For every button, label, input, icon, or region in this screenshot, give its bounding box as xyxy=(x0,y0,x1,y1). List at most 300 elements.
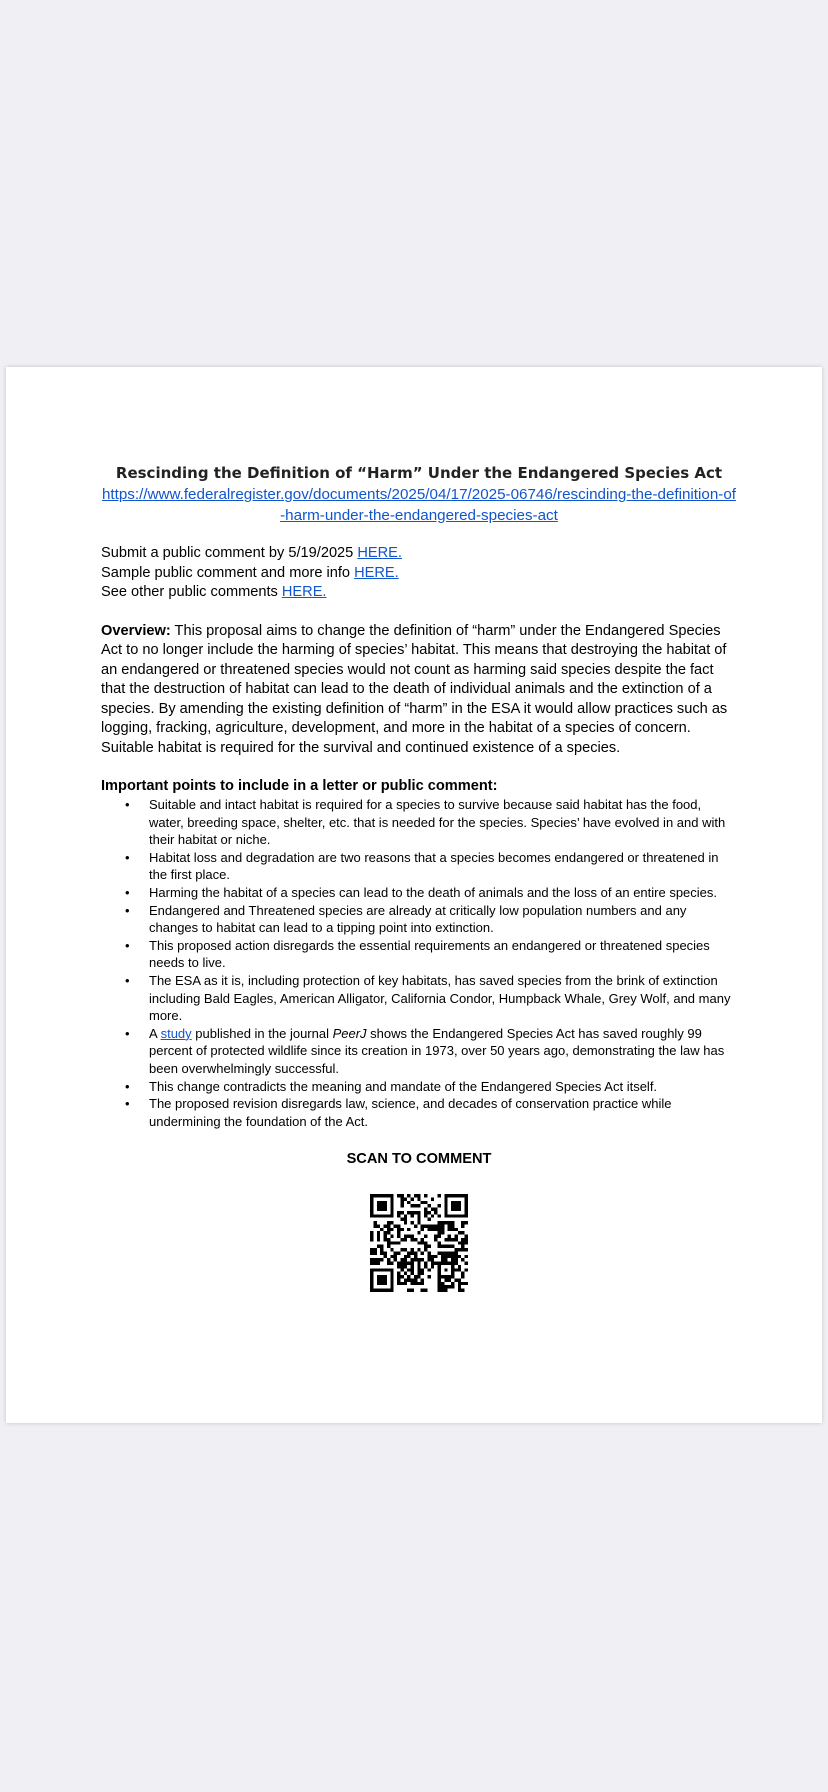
qr-module xyxy=(448,1262,451,1265)
qr-module xyxy=(390,1228,393,1231)
sample-comment-text: Sample public comment and more info xyxy=(101,564,355,581)
qr-module xyxy=(461,1238,464,1241)
qr-module xyxy=(397,1194,400,1197)
qr-module xyxy=(417,1211,420,1214)
qr-module xyxy=(370,1235,373,1238)
qr-module xyxy=(461,1272,464,1275)
qr-module xyxy=(390,1204,393,1207)
qr-module xyxy=(465,1248,468,1251)
qr-module xyxy=(458,1248,461,1251)
qr-module xyxy=(448,1221,451,1224)
qr-module xyxy=(465,1201,468,1204)
bullet-icon: • xyxy=(125,902,130,918)
document-page xyxy=(6,367,822,1423)
qr-module xyxy=(377,1275,380,1278)
qr-module xyxy=(465,1262,468,1265)
qr-module xyxy=(397,1272,400,1275)
qr-module xyxy=(427,1255,430,1258)
qr-module xyxy=(411,1282,414,1285)
qr-module xyxy=(384,1204,387,1207)
qr-module xyxy=(380,1228,383,1231)
qr-module xyxy=(451,1204,454,1207)
bullet-icon: • xyxy=(125,937,130,953)
qr-module xyxy=(438,1275,441,1278)
submit-links xyxy=(101,544,737,603)
qr-module xyxy=(441,1262,444,1265)
qr-module xyxy=(390,1248,393,1251)
qr-module xyxy=(370,1238,373,1241)
qr-module xyxy=(377,1258,380,1261)
qr-module xyxy=(400,1204,403,1207)
qr-module xyxy=(377,1225,380,1228)
qr-module xyxy=(373,1269,376,1272)
qr-module xyxy=(434,1262,437,1265)
qr-module xyxy=(417,1262,420,1265)
qr-module xyxy=(384,1215,387,1218)
qr-module xyxy=(384,1194,387,1197)
qr-module xyxy=(424,1248,427,1251)
qr-module xyxy=(424,1225,427,1228)
qr-module xyxy=(380,1275,383,1278)
qr-module xyxy=(377,1245,380,1248)
qr-module xyxy=(373,1194,376,1197)
qr-module xyxy=(377,1201,380,1204)
qr-module xyxy=(373,1221,376,1224)
qr-module xyxy=(411,1269,414,1272)
qr-module xyxy=(387,1215,390,1218)
qr-module xyxy=(384,1289,387,1292)
qr-module xyxy=(434,1225,437,1228)
qr-module xyxy=(427,1269,430,1272)
qr-module xyxy=(431,1262,434,1265)
qr-module xyxy=(421,1272,424,1275)
qr-module xyxy=(390,1208,393,1211)
qr-module xyxy=(407,1269,410,1272)
qr-module xyxy=(380,1258,383,1261)
qr-module xyxy=(441,1221,444,1224)
qr-module xyxy=(417,1282,420,1285)
qr-module xyxy=(438,1262,441,1265)
qr-module xyxy=(390,1269,393,1272)
bullet-icon: • xyxy=(125,797,130,812)
list-item: • Endangered and Threatened species are already at critically low population numbers and any changes to habitat can lead to a tipping point into extinction. xyxy=(125,902,687,936)
qr-module xyxy=(444,1194,447,1197)
qr-module xyxy=(458,1208,461,1211)
qr-module xyxy=(438,1269,441,1272)
qr-module xyxy=(390,1262,393,1265)
qr-module xyxy=(411,1258,414,1261)
qr-module xyxy=(397,1275,400,1278)
qr-module xyxy=(370,1204,373,1207)
qr-module xyxy=(384,1235,387,1238)
qr-module xyxy=(438,1245,441,1248)
qr-module xyxy=(421,1282,424,1285)
qr-module xyxy=(441,1289,444,1292)
qr-module xyxy=(465,1208,468,1211)
qr-module xyxy=(417,1198,420,1201)
qr-module xyxy=(377,1231,380,1234)
sample-comment-link[interactable]: HERE. xyxy=(354,564,399,581)
qr-module xyxy=(448,1225,451,1228)
qr-module xyxy=(444,1201,447,1204)
qr-module xyxy=(444,1275,447,1278)
qr-module xyxy=(414,1282,417,1285)
qr-module xyxy=(438,1215,441,1218)
qr-module xyxy=(397,1252,400,1255)
other-comments-text: See other public comments xyxy=(101,584,282,600)
qr-module xyxy=(384,1255,387,1258)
qr-module xyxy=(444,1221,447,1224)
qr-module xyxy=(397,1211,400,1214)
qr-module xyxy=(451,1228,454,1231)
qr-module xyxy=(427,1252,430,1255)
document-content xyxy=(101,462,737,1292)
qr-module xyxy=(458,1255,461,1258)
qr-module xyxy=(417,1215,420,1218)
qr-module xyxy=(465,1242,468,1245)
qr-module xyxy=(387,1231,390,1234)
qr-module xyxy=(387,1262,390,1265)
qr-module xyxy=(434,1238,437,1241)
qr-module xyxy=(384,1225,387,1228)
federal-register-link[interactable]: https://www.federalregister.gov/documents/2025/04/17/2025-06746/rescinding-the-definition-of-harm-under-the-endangered-species-act xyxy=(101,486,737,524)
qr-module xyxy=(441,1275,444,1278)
qr-module xyxy=(411,1262,414,1265)
qr-module xyxy=(465,1255,468,1258)
qr-module xyxy=(421,1252,424,1255)
qr-module xyxy=(397,1242,400,1245)
overview-text: This proposal aims to change the definition of “harm” under the Endangered Species Act to no longer include the harming of species’ habitat. This means that destroying the habitat of an endangered or threatened species would not count as harming said species despite the fact that the destruction of habitat can lead to the death of individual animals and the extinction of a species. By amending the existing definition of “harm” in the ESA it would allow practices such as logging, fracking, agriculture, development, and more in the habitat of a species of concern. Suitable habitat is required for the survival and continued existence of a species. xyxy=(101,622,728,756)
qr-module xyxy=(400,1262,403,1265)
qr-module xyxy=(444,1258,447,1261)
qr-module xyxy=(458,1242,461,1245)
qr-module xyxy=(407,1262,410,1265)
qr-module xyxy=(370,1211,373,1214)
qr-module xyxy=(390,1272,393,1275)
qr-module xyxy=(390,1242,393,1245)
qr-module xyxy=(434,1255,437,1258)
qr-module xyxy=(370,1198,373,1201)
qr-module xyxy=(427,1275,430,1278)
qr-module xyxy=(424,1242,427,1245)
qr-module xyxy=(434,1228,437,1231)
qr-module xyxy=(454,1269,457,1272)
qr-module xyxy=(421,1228,424,1231)
qr-module xyxy=(421,1289,424,1292)
qr-module xyxy=(411,1221,414,1224)
qr-module xyxy=(411,1265,414,1268)
qr-module xyxy=(465,1238,468,1241)
qr-module xyxy=(421,1279,424,1282)
qr-module xyxy=(377,1208,380,1211)
qr-module xyxy=(411,1198,414,1201)
points-list xyxy=(101,796,737,1130)
qr-module xyxy=(404,1255,407,1258)
qr-module xyxy=(458,1231,461,1234)
qr-module xyxy=(431,1258,434,1261)
list-item: • The ESA as it is, including protection of key habitats, has saved species from the brink of extinction including Bald Eagles, American Alligator, California Condor, Humpback Whale, Grey Wolf, and many more. xyxy=(125,972,731,1024)
qr-module xyxy=(444,1262,447,1265)
qr-module xyxy=(417,1231,420,1234)
qr-module xyxy=(370,1272,373,1275)
scan-to-comment-label: SCAN TO COMMENT xyxy=(346,1151,492,1168)
list-item: • The proposed revision disregards law, science, and decades of conservation practice while undermining the foundation of the Act. xyxy=(125,1096,672,1129)
qr-module xyxy=(400,1201,403,1204)
qr-module xyxy=(411,1204,414,1207)
qr-module xyxy=(370,1279,373,1282)
bullet-icon: • xyxy=(125,972,130,988)
qr-module xyxy=(458,1289,461,1292)
qr-module xyxy=(417,1194,420,1197)
qr-module xyxy=(414,1275,417,1278)
qr-module xyxy=(444,1211,447,1214)
qr-module xyxy=(434,1235,437,1238)
qr-module xyxy=(377,1289,380,1292)
qr-module xyxy=(451,1225,454,1228)
qr-module xyxy=(427,1245,430,1248)
qr-module xyxy=(397,1279,400,1282)
qr-module xyxy=(380,1208,383,1211)
qr-module xyxy=(424,1289,427,1292)
qr-module xyxy=(458,1265,461,1268)
qr-module xyxy=(370,1275,373,1278)
qr-module xyxy=(461,1231,464,1234)
qr-module xyxy=(454,1201,457,1204)
qr-module xyxy=(448,1286,451,1289)
qr-module xyxy=(454,1235,457,1238)
qr-module xyxy=(448,1228,451,1231)
qr-module xyxy=(448,1215,451,1218)
qr-module xyxy=(451,1269,454,1272)
qr-module xyxy=(441,1228,444,1231)
qr-module xyxy=(458,1269,461,1272)
bullet-icon: • xyxy=(125,849,130,865)
qr-module xyxy=(454,1194,457,1197)
qr-module xyxy=(377,1269,380,1272)
submit-comment-link[interactable]: HERE. xyxy=(357,545,402,561)
qr-module xyxy=(390,1286,393,1289)
qr-module xyxy=(441,1286,444,1289)
qr-module xyxy=(438,1194,441,1197)
qr-module xyxy=(380,1252,383,1255)
qr-module xyxy=(438,1221,441,1224)
qr-module xyxy=(407,1255,410,1258)
qr-module xyxy=(387,1269,390,1272)
qr-module xyxy=(377,1282,380,1285)
qr-module xyxy=(454,1279,457,1282)
qr-module xyxy=(444,1204,447,1207)
qr-module xyxy=(465,1198,468,1201)
qr-module xyxy=(370,1248,373,1251)
qr-module xyxy=(414,1194,417,1197)
qr-module xyxy=(461,1225,464,1228)
qr-module xyxy=(461,1215,464,1218)
qr-module xyxy=(438,1228,441,1231)
qr-code-container xyxy=(101,1194,737,1292)
qr-module xyxy=(458,1194,461,1197)
qr-module xyxy=(458,1201,461,1204)
qr-module xyxy=(451,1282,454,1285)
qr-module xyxy=(458,1279,461,1282)
qr-module xyxy=(448,1255,451,1258)
qr-module xyxy=(424,1208,427,1211)
qr-module xyxy=(400,1265,403,1268)
qr-module xyxy=(444,1238,447,1241)
qr-module xyxy=(454,1258,457,1261)
qr-module xyxy=(417,1204,420,1207)
qr-module xyxy=(465,1215,468,1218)
qr-module xyxy=(451,1215,454,1218)
qr-module xyxy=(370,1289,373,1292)
qr-module xyxy=(394,1258,397,1261)
qr-module xyxy=(404,1258,407,1261)
qr-module xyxy=(451,1221,454,1224)
qr-module xyxy=(414,1279,417,1282)
list-item-study: • A study published in the journal PeerJ shows the Endangered Species Act has saved roughly 99 percent of protected wildlife since its creation in 1973, over 50 years ago, demonstrating the law has been overwhelmingly successful. xyxy=(125,1025,725,1076)
qr-module xyxy=(431,1225,434,1228)
qr-module xyxy=(448,1252,451,1255)
qr-module xyxy=(451,1272,454,1275)
qr-module xyxy=(411,1272,414,1275)
qr-module xyxy=(417,1221,420,1224)
qr-module xyxy=(397,1231,400,1234)
qr-module xyxy=(404,1248,407,1251)
qr-module xyxy=(380,1289,383,1292)
qr-module xyxy=(377,1194,380,1197)
qr-module xyxy=(465,1282,468,1285)
qr-module xyxy=(414,1211,417,1214)
study-link[interactable]: study xyxy=(160,1025,192,1041)
qr-module xyxy=(461,1289,464,1292)
qr-module xyxy=(427,1218,430,1221)
qr-module xyxy=(451,1238,454,1241)
qr-module xyxy=(438,1242,441,1245)
qr-module xyxy=(387,1221,390,1224)
qr-module xyxy=(421,1242,424,1245)
qr-module xyxy=(404,1262,407,1265)
qr-module xyxy=(384,1279,387,1282)
qr-module xyxy=(390,1235,393,1238)
qr-module xyxy=(404,1238,407,1241)
qr-module xyxy=(444,1289,447,1292)
qr-module xyxy=(451,1208,454,1211)
qr-module xyxy=(454,1228,457,1231)
qr-module xyxy=(411,1248,414,1251)
qr-module xyxy=(434,1208,437,1211)
qr-module xyxy=(400,1275,403,1278)
qr-module xyxy=(465,1204,468,1207)
qr-module xyxy=(373,1225,376,1228)
overview-label: Overview: xyxy=(101,622,171,639)
qr-module xyxy=(407,1279,410,1282)
qr-module xyxy=(427,1211,430,1214)
qr-module xyxy=(414,1255,417,1258)
qr-module xyxy=(407,1201,410,1204)
qr-module xyxy=(411,1279,414,1282)
qr-module xyxy=(390,1211,393,1214)
qr-module xyxy=(390,1198,393,1201)
qr-module xyxy=(441,1258,444,1261)
qr-module xyxy=(421,1225,424,1228)
qr-module xyxy=(451,1194,454,1197)
qr-module xyxy=(417,1275,420,1278)
qr-module xyxy=(454,1262,457,1265)
qr-module xyxy=(380,1215,383,1218)
qr-module xyxy=(400,1248,403,1251)
qr-module xyxy=(438,1231,441,1234)
qr-module xyxy=(461,1242,464,1245)
qr-module xyxy=(434,1211,437,1214)
qr-module xyxy=(414,1204,417,1207)
qr-module xyxy=(390,1289,393,1292)
qr-module xyxy=(384,1282,387,1285)
qr-module xyxy=(417,1265,420,1268)
qr-module xyxy=(394,1255,397,1258)
qr-module xyxy=(417,1258,420,1261)
qr-module xyxy=(400,1211,403,1214)
qr-code-icon[interactable] xyxy=(370,1194,468,1292)
qr-module xyxy=(448,1194,451,1197)
qr-module xyxy=(454,1238,457,1241)
qr-module xyxy=(451,1245,454,1248)
qr-module xyxy=(444,1208,447,1211)
qr-module xyxy=(387,1258,390,1261)
qr-module xyxy=(387,1238,390,1241)
qr-module xyxy=(407,1289,410,1292)
qr-module xyxy=(384,1269,387,1272)
qr-module xyxy=(421,1201,424,1204)
qr-module xyxy=(427,1258,430,1261)
qr-module xyxy=(421,1238,424,1241)
qr-module xyxy=(444,1245,447,1248)
qr-module xyxy=(377,1235,380,1238)
other-comments-line xyxy=(101,583,737,603)
qr-module xyxy=(458,1282,461,1285)
qr-module xyxy=(404,1198,407,1201)
qr-module xyxy=(411,1211,414,1214)
bullet-icon: • xyxy=(125,1078,130,1094)
other-comments-link[interactable]: HERE. xyxy=(281,584,327,600)
qr-module xyxy=(370,1252,373,1255)
submit-comment-text: Submit a public comment by 5/19/2025 xyxy=(101,545,358,561)
qr-module xyxy=(377,1215,380,1218)
qr-module xyxy=(444,1252,447,1255)
qr-module xyxy=(444,1286,447,1289)
qr-module xyxy=(370,1282,373,1285)
qr-module xyxy=(404,1282,407,1285)
qr-module xyxy=(458,1215,461,1218)
qr-module xyxy=(377,1204,380,1207)
sample-comment-line xyxy=(101,564,737,584)
qr-module xyxy=(404,1218,407,1221)
qr-module xyxy=(384,1275,387,1278)
qr-module xyxy=(384,1201,387,1204)
qr-module xyxy=(424,1215,427,1218)
qr-module xyxy=(438,1265,441,1268)
qr-module xyxy=(448,1279,451,1282)
qr-module xyxy=(407,1235,410,1238)
qr-module xyxy=(370,1231,373,1234)
qr-module xyxy=(454,1252,457,1255)
qr-module xyxy=(404,1265,407,1268)
qr-module xyxy=(431,1198,434,1201)
qr-module xyxy=(380,1204,383,1207)
qr-module xyxy=(427,1228,430,1231)
qr-module xyxy=(451,1255,454,1258)
qr-module xyxy=(451,1286,454,1289)
qr-module xyxy=(377,1238,380,1241)
qr-module xyxy=(404,1272,407,1275)
